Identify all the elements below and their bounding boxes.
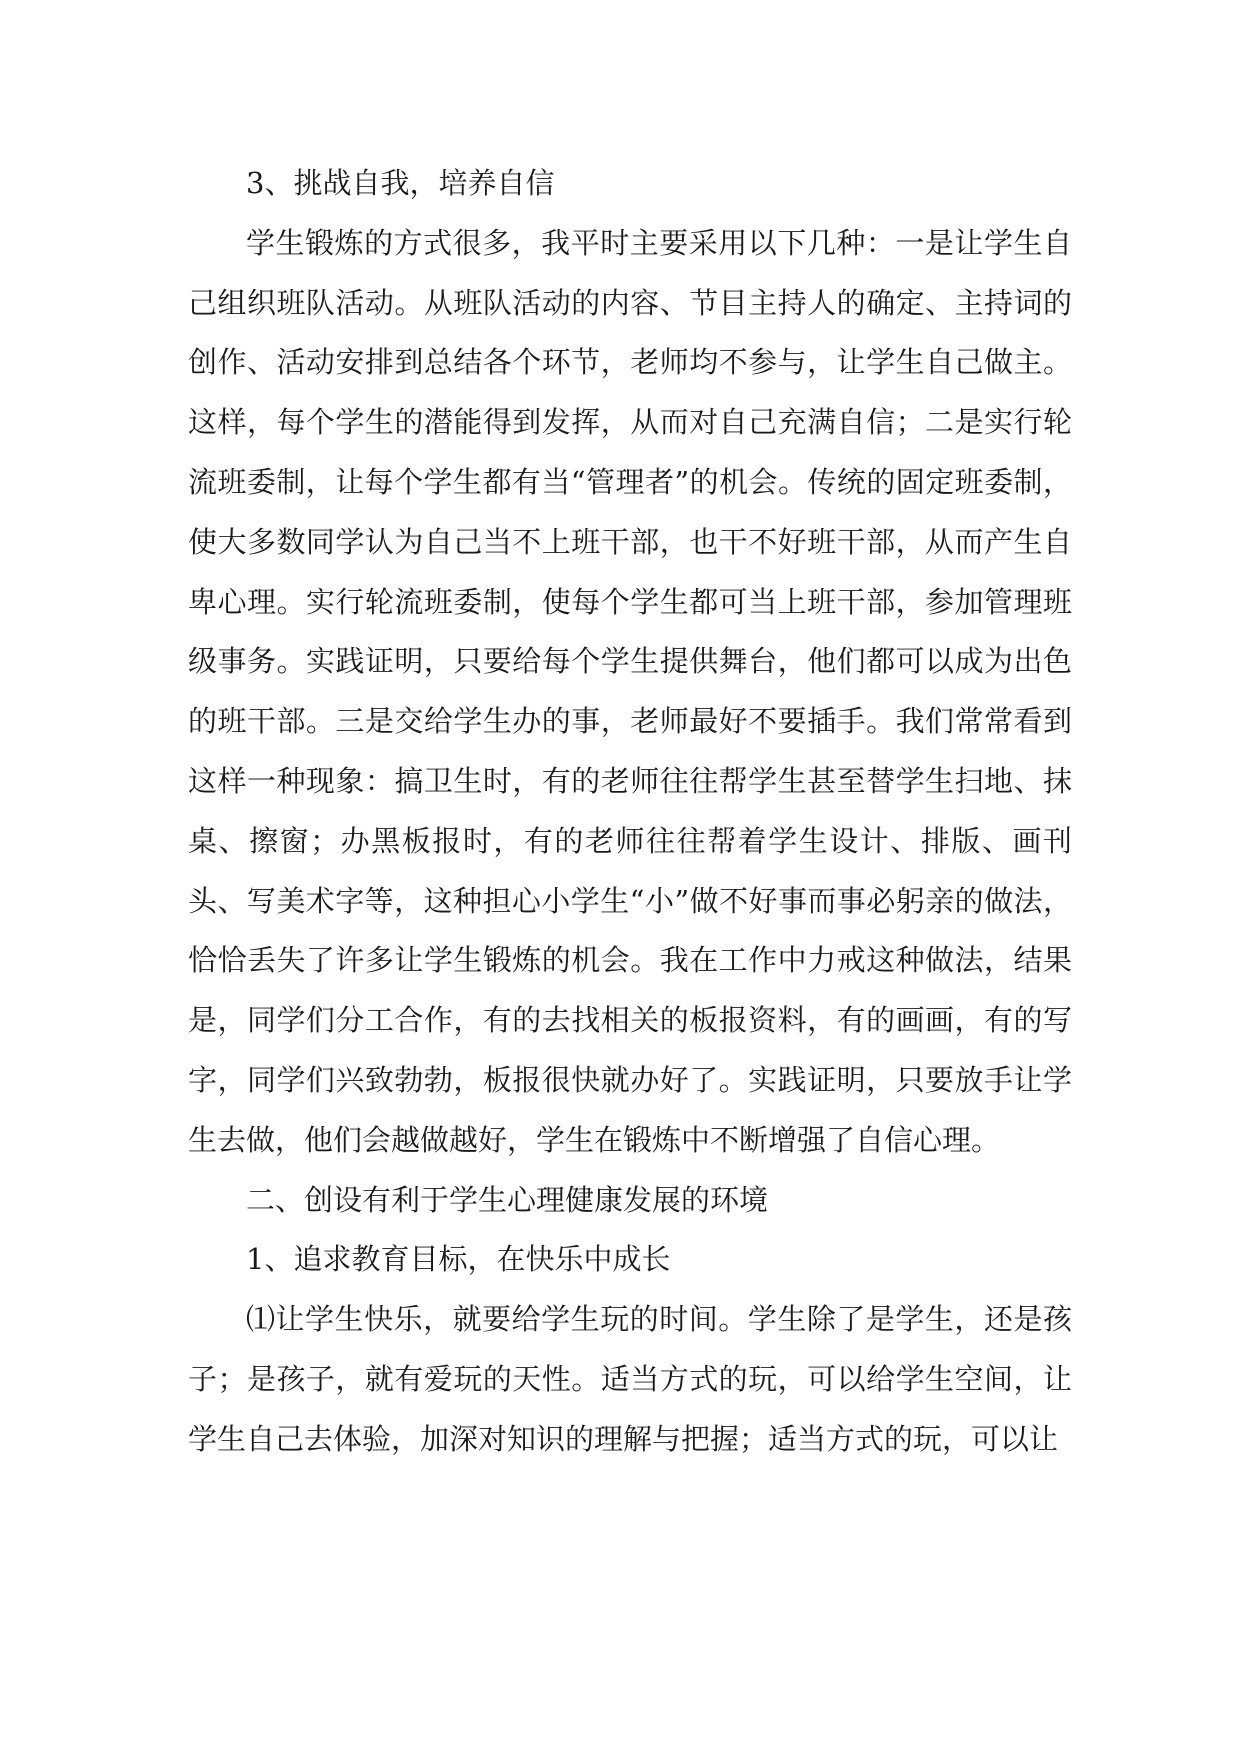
section-heading-environment: 二、创设有利于学生心理健康发展的环境 [246, 1182, 769, 1217]
document-body [188, 154, 1072, 1470]
paragraph-training-methods: 学生锻炼的方式很多，我平时主要采用以下几种：一是让学生自己组织班队活动。从班队活动的内容、节目主持人的确定、主持词的创作、活动安排到总结各个环节，老师均不参与，让学生自己做主。这样，每个学生的潜能得到发挥，从而对自己充满自信；二是实行轮流班委制，让每个学生都有当“管理者”的机会。传统的固定班委制，使大多数同学认为自己当不上班干部，也干不好班干部，从而产生自卑心理。实行轮流班委制，使每个学生都可当上班干部，参加管理班级事务。实践证明，只要给每个学生提供舞台，他们都可以成为出色的班干部。三是交给学生办的事，老师最好不要插手。我们常常看到这样一种现象：搞卫生时，有的老师往往帮学生甚至替学生扫地、抹桌、擦窗；办黑板报时，有的老师往往帮着学生设计、排版、画刊头、写美术字等，这种担心小学生“小”做不好事而事必躬亲的做法，恰恰丢失了许多让学生锻炼的机会。我在工作中力戒这种做法，结果是，同学们分工合作，有的去找相关的板报资料，有的画画，有的写字，同学们兴致勃勃，板报很快就办好了。实践证明，只要放手让学生去做，他们会越做越好，学生在锻炼中不断增强了自信心理。 [188, 225, 1072, 1157]
subheading-happy-growth: 1、追求教育目标，在快乐中成长 [246, 1242, 671, 1277]
paragraph-play-time: ⑴让学生快乐，就要给学生玩的时间。学生除了是学生，还是孩子；是孩子，就有爱玩的天性。适当方式的玩，可以给学生空间，让学生自己去体验，加深对知识的理解与把握；适当方式的玩，可以让 [188, 1302, 1072, 1456]
subheading-challenge-self: 3、挑战自我，培养自信 [246, 166, 555, 200]
